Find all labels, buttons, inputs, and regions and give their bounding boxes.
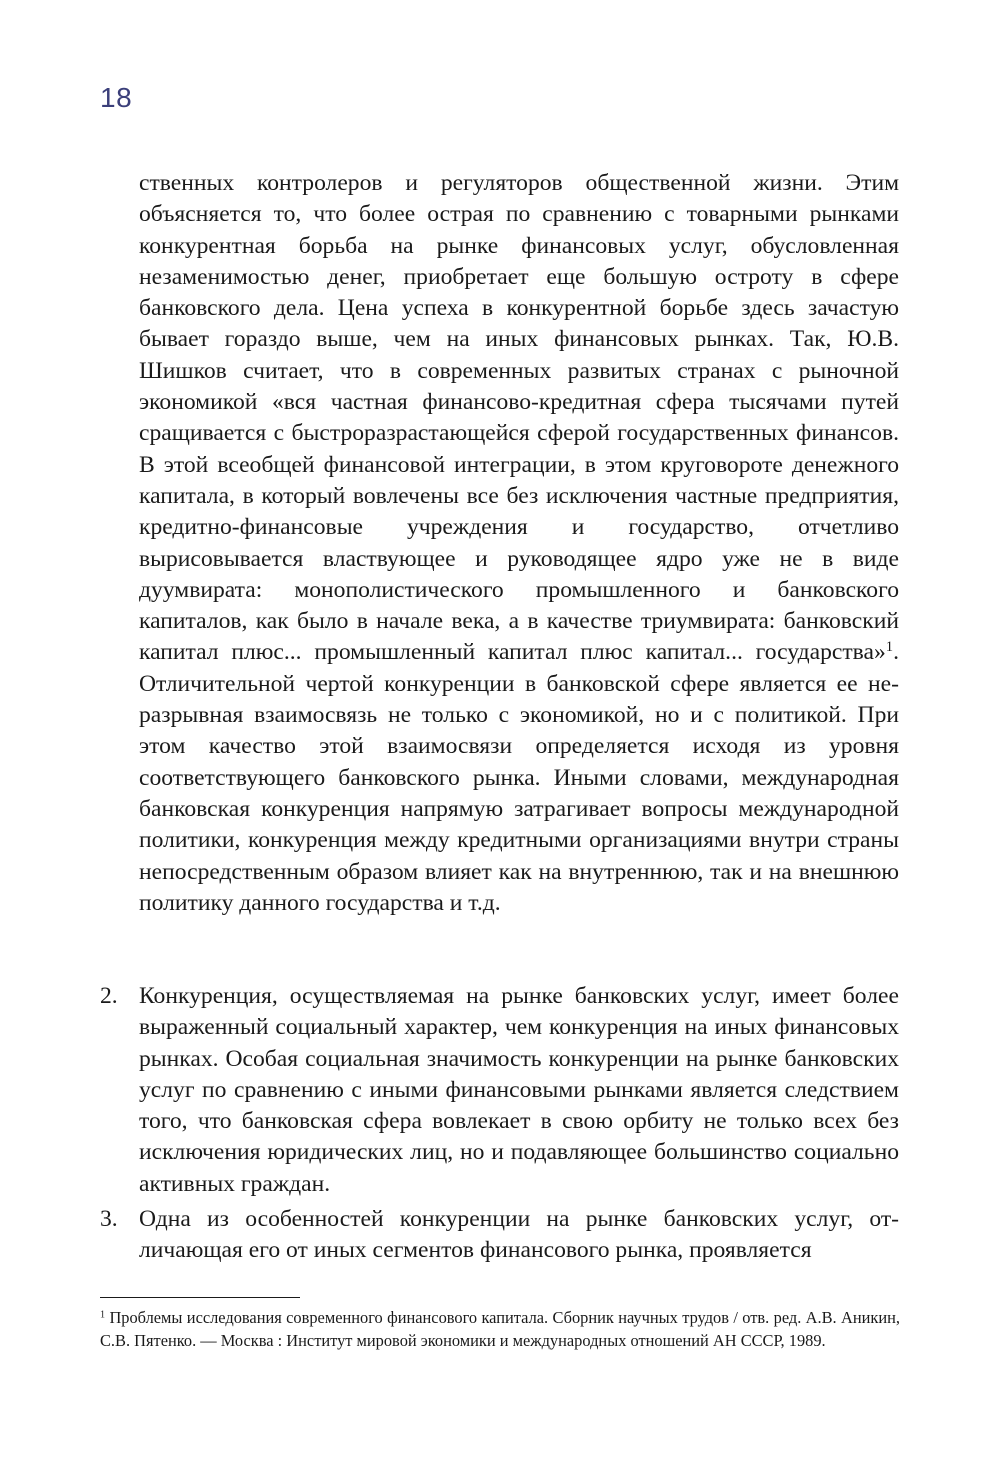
main-paragraph [139,168,899,919]
list-item-text: Конкуренция, осуществляемая на рынке банковских услуг, имеет более выраженный социальный характер, чем конкуренция на иных финансовых рынках. Особая социальная значимость конкуренции на рынке банковских услуг по сравнению с иными финансовыми рынками является следствием того, что банковская сфера вовлекает в свою орбиту не только всех без исключения юридических лиц, но и подавляющее большинство социально активных граждан. [139,983,899,1197]
footnote-text: Проблемы исследования современного финансового капитала. Сборник научных трудов / отв. ред. А.В. Аникин, С.В. Пятенко. — Москва : Институт мировой экономики и международных отношений АН СССР, 1989. [100,1308,900,1350]
list-item-3 [100,1204,899,1267]
list-item-2 [100,981,899,1200]
list-item-number: 3. [100,1206,118,1233]
footnote-divider [100,1297,300,1298]
main-paragraph-text-part2: . Отличительной чертой конкуренции в банковской сфере является ее неразрывная взаимосвязь не только с экономикой, но и с политикой. При этом качество этой взаимосвязи определяется исходя из уровня соответствующего банковского рынка. Иными словами, международная банковская конкуренция напрямую затрагивает вопросы международной политики, конкуренция между кредитными организациями внутри страны непосредственным образом влияет как на внутреннюю, так и на внешнюю политику данного государства и т.д. [139,639,899,916]
page-number: 18 [100,82,133,113]
main-paragraph-text-part1: ственных контролеров и регуляторов общественной жизни. Этим объясняется то, что более острая по сравнению с товарными рынками конкурентная борьба на рынке финансовых услуг, обусловленная незаменимостью денег, приобретает еще большую остроту в сфере банковского дела. Цена успеха в конкурентной борьбе здесь зачастую бывает гораздо выше, чем на иных финансовых рынках. Так, Ю.В. Шишков считает, что в современных развитых странах с рыночной экономикой «вся частная финансово-кредитная сфера тысячами путей сращивается с быстроразрастающейся сферой государственных финансов. В этой всеобщей финансовой интеграции, в этом круговороте денежного капитала, в который вовлечены все без исключения частные предприятия, кредитно-финансовые учреждения и государство, отчетливо вырисовывается властвующее и руководящее ядро уже не в виде дуумвирата: монополистического промышленного и банковского капиталов, как было в начале века, а в качестве триумвирата: банковский капитал плюс... промышленный капитал плюс капитал... государства» [139,170,899,666]
list-item-text: Одна из особенностей конкуренции на рынке банковских услуг, отличающая его от иных сегментов финансового рынка, проявляется [139,1206,899,1264]
footnote-marker: 1 [100,1309,106,1321]
numbered-list [100,981,899,1271]
footnote [100,1306,900,1352]
footnote-reference[interactable]: 1 [885,639,894,656]
list-item-number: 2. [100,983,118,1009]
